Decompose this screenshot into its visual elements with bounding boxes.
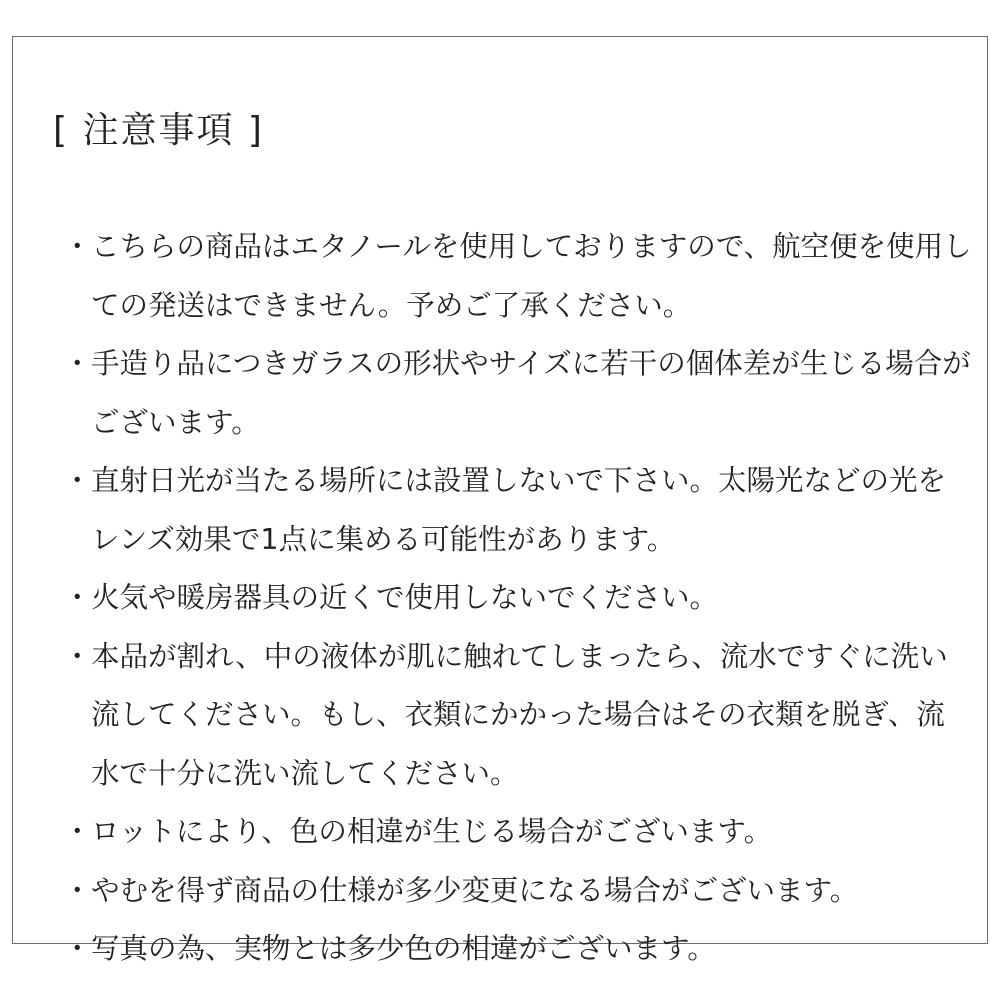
bullet-icon: ・: [63, 932, 92, 965]
notice-text: やむを得ず商品の仕様が多少変更になる場合がございます。: [91, 873, 859, 907]
notice-item-direct-sunlight: [53, 452, 973, 569]
notice-text: ロットにより、色の相違が生じる場合がございます。: [91, 815, 773, 848]
notice-text: 手造り品につきガラスの形状やサイズに若干の個体差が生じる場合がございます。: [91, 347, 971, 439]
notice-item-fire-heaters: [53, 569, 973, 628]
notice-text: 写真の為、実物とは多少色の相違がございます。: [91, 932, 716, 965]
notice-box: [12, 36, 988, 965]
bullet-icon: ・: [63, 639, 92, 673]
notice-item-ethanol-shipping: [53, 218, 973, 335]
notice-list: [53, 218, 973, 979]
bullet-icon: ・: [63, 873, 92, 907]
notice-text: こちらの商品はエタノールを使用しておりますので、航空便を使用しての発送はできません。予めご了承ください。: [91, 230, 972, 322]
notice-text: 本品が割れ、中の液体が肌に触れてしまったら、流水ですぐに洗い流してください。もし、衣類にかかった場合はその衣類を脱ぎ、流水で十分に洗い流してください。: [91, 639, 948, 790]
notice-text: 火気や暖房器具の近くで使用しないでください。: [91, 581, 719, 614]
bullet-icon: ・: [63, 464, 92, 497]
bullet-icon: ・: [63, 230, 92, 263]
notice-item-lot-color: [53, 803, 973, 862]
bullet-icon: ・: [63, 815, 92, 848]
bullet-icon: ・: [63, 347, 92, 380]
notice-heading: [ 注意事項 ]: [53, 110, 264, 151]
notice-item-handmade-variation: [53, 335, 973, 452]
bullet-icon: ・: [63, 581, 92, 614]
notice-text: 直射日光が当たる場所には設置しないで下さい。太陽光などの光をレンズ効果で1点に集める可能性があります。: [91, 464, 947, 556]
notice-item-breakage: [53, 628, 973, 804]
notice-item-spec-change: [53, 862, 973, 921]
notice-item-photo-color: [53, 920, 973, 979]
